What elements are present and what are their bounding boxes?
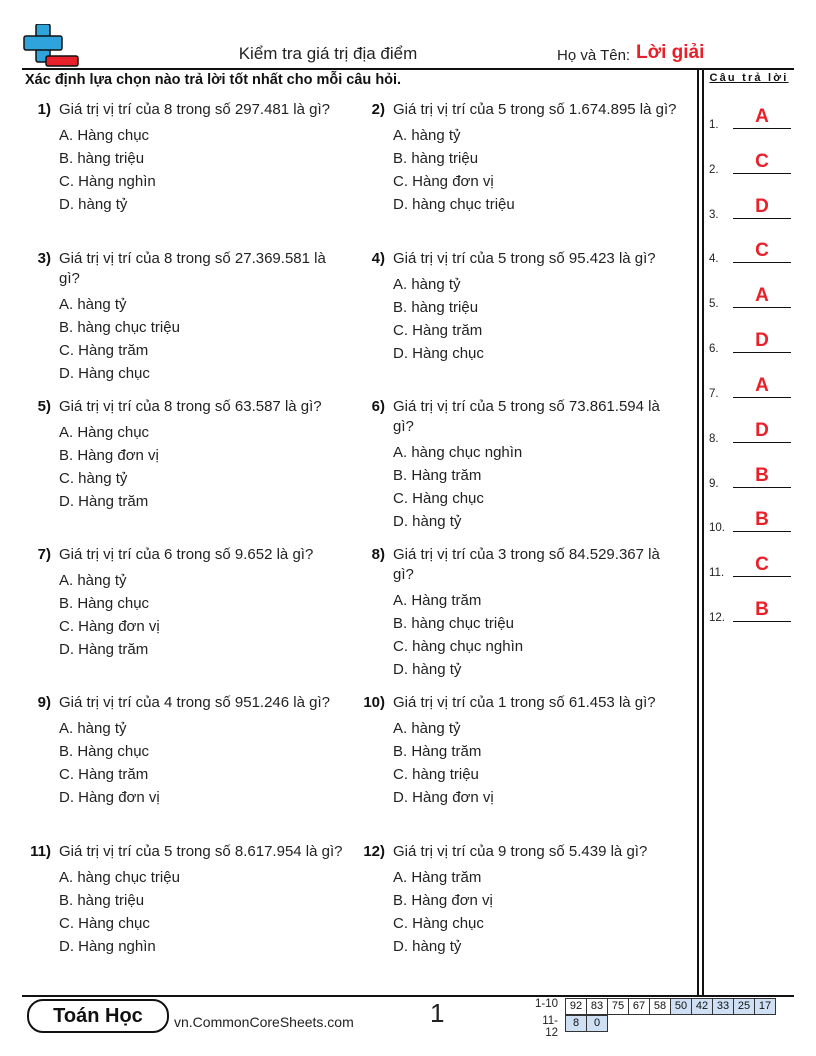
question-8 (371, 545, 683, 680)
question-number: 4) (371, 250, 385, 267)
answer-line (733, 397, 791, 398)
question-text: Giá trị vị trí của 9 trong số 5.439 là gì? (393, 843, 648, 860)
answer-line (733, 307, 791, 308)
score-cell: 33 (712, 998, 734, 1015)
option-c: C. hàng triệu (393, 766, 479, 783)
answer-line (733, 218, 791, 219)
option-b: B. hàng triệu (393, 299, 479, 316)
brand-badge: Toán Học (27, 999, 169, 1033)
option-b: B. hàng triệu (393, 150, 479, 167)
question-1 (37, 100, 379, 215)
score-cell: 58 (649, 998, 671, 1015)
score-cell: 67 (628, 998, 650, 1015)
option-c: C. Hàng nghìn (59, 173, 156, 190)
logo-plus-minus-icon (22, 24, 80, 68)
answer-number: 2. (709, 164, 719, 176)
answer-value: A (755, 375, 769, 396)
option-d: D. Hàng đơn vị (393, 789, 494, 806)
question-number: 12) (363, 843, 385, 860)
answer-line (733, 128, 791, 129)
question-text: Giá trị vị trí của 8 trong số 27.369.581 là gì? (59, 250, 326, 287)
answer-row (709, 466, 793, 490)
worksheet-title: Kiểm tra giá trị địa điểm (238, 44, 418, 63)
option-a: A. hàng tỷ (59, 296, 127, 313)
score-cell: 17 (754, 998, 776, 1015)
score-cell: 0 (586, 1015, 608, 1032)
option-d: D. Hàng đơn vị (59, 789, 160, 806)
option-d: D. Hàng trăm (59, 641, 149, 658)
score-cell: 92 (565, 998, 587, 1015)
question-9 (37, 693, 379, 808)
option-b: B. Hàng trăm (393, 743, 482, 760)
question-text: Giá trị vị trí của 6 trong số 9.652 là gì? (59, 546, 314, 563)
option-b: B. Hàng đơn vị (59, 447, 159, 464)
option-a: A. hàng tỷ (393, 720, 461, 737)
question-text: Giá trị vị trí của 3 trong số 84.529.367 là gì? (393, 546, 660, 583)
question-6 (371, 397, 683, 532)
answer-value: B (755, 509, 769, 530)
question-7 (37, 545, 379, 660)
option-b: B. Hàng đơn vị (393, 892, 493, 909)
question-text: Giá trị vị trí của 4 trong số 951.246 là gì? (59, 694, 330, 711)
option-b: B. hàng triệu (59, 150, 145, 167)
option-a: A. Hàng chục (59, 127, 150, 144)
option-a: A. hàng chục nghìn (393, 444, 523, 461)
score-cell: 50 (670, 998, 692, 1015)
question-number: 5) (37, 398, 51, 415)
answer-number: 8. (709, 433, 719, 445)
score-cell: 8 (565, 1015, 587, 1032)
score-row-label: 11-12 (542, 1015, 558, 1039)
question-number: 2) (371, 101, 385, 118)
answer-line (733, 576, 791, 577)
answer-row (709, 600, 793, 624)
answer-number: 1. (709, 119, 719, 131)
option-a: A. hàng tỷ (59, 572, 127, 589)
answer-value: D (755, 330, 769, 351)
answer-line (733, 352, 791, 353)
bottom-rule (22, 995, 794, 997)
answer-row (709, 152, 793, 176)
score-row-11-12 (566, 1015, 608, 1032)
score-cell: 83 (586, 998, 608, 1015)
top-rule (22, 68, 794, 70)
question-text: Giá trị vị trí của 8 trong số 63.587 là gì? (59, 398, 322, 415)
answer-row (709, 421, 793, 445)
question-number: 8) (371, 546, 385, 563)
answer-value: A (755, 285, 769, 306)
option-c: C. Hàng chục (393, 915, 484, 932)
option-a: A. Hàng trăm (393, 869, 482, 886)
name-label: Họ và Tên: (557, 47, 631, 64)
option-c: C. Hàng đơn vị (393, 173, 494, 190)
answer-row (709, 286, 793, 310)
option-a: A. hàng tỷ (59, 720, 127, 737)
answer-number: 11. (709, 567, 725, 579)
option-c: C. Hàng chục (59, 915, 150, 932)
answer-number: 12. (709, 612, 725, 624)
option-d: D. hàng tỷ (59, 196, 128, 213)
option-c: C. hàng tỷ (59, 470, 128, 487)
option-c: C. Hàng trăm (393, 322, 483, 339)
option-d: D. hàng chục triệu (393, 196, 515, 213)
option-a: A. hàng tỷ (393, 127, 461, 144)
question-5 (37, 397, 379, 512)
answer-number: 6. (709, 343, 719, 355)
answer-row (709, 331, 793, 355)
answer-value: D (755, 420, 769, 441)
answer-line (733, 621, 791, 622)
answer-value: D (755, 196, 769, 217)
answers-title: Câu trả lời (709, 72, 789, 84)
answer-value: C (755, 554, 769, 575)
question-3 (37, 249, 349, 384)
option-d: D. Hàng nghìn (59, 938, 156, 955)
option-c: C. Hàng đơn vị (59, 618, 160, 635)
answer-row (709, 376, 793, 400)
option-b: B. hàng chục triệu (393, 615, 514, 632)
option-b: B. Hàng chục (59, 743, 150, 760)
answer-number: 4. (709, 253, 719, 265)
website-link[interactable]: vn.CommonCoreSheets.com (174, 1014, 354, 1030)
answer-number: 9. (709, 478, 719, 490)
answer-row (709, 510, 793, 534)
answer-value: A (755, 106, 769, 127)
question-number: 9) (37, 694, 51, 711)
option-d: D. Hàng chục (393, 345, 484, 362)
question-text: Giá trị vị trí của 5 trong số 8.617.954 là gì? (59, 843, 343, 860)
question-number: 10) (363, 694, 385, 711)
question-text: Giá trị vị trí của 5 trong số 73.861.594 là gì? (393, 398, 660, 435)
page-number: 1 (430, 998, 445, 1028)
question-number: 3) (37, 250, 51, 267)
option-d: D. hàng tỷ (393, 938, 462, 955)
question-4 (371, 249, 713, 364)
answer-number: 3. (709, 209, 719, 221)
answer-line (733, 487, 791, 488)
option-d: D. hàng tỷ (393, 661, 462, 678)
answer-number: 7. (709, 388, 719, 400)
option-a: A. Hàng chục (59, 424, 150, 441)
answer-value: C (755, 151, 769, 172)
option-a: A. Hàng trăm (393, 592, 482, 609)
score-row-1-10 (566, 998, 776, 1015)
answer-row (709, 197, 793, 221)
score-cell: 25 (733, 998, 755, 1015)
score-row-label: 1-10 (534, 998, 558, 1010)
instructions: Xác định lựa chọn nào trả lời tốt nhất cho mỗi câu hỏi. (25, 72, 402, 88)
name-value: Lời giải (636, 42, 705, 63)
question-text: Giá trị vị trí của 1 trong số 61.453 là gì? (393, 694, 656, 711)
question-10 (363, 693, 713, 808)
option-b: B. hàng triệu (59, 892, 145, 909)
question-number: 7) (37, 546, 51, 563)
option-c: C. Hàng trăm (59, 342, 149, 359)
answer-number: 10. (709, 522, 725, 534)
option-d: D. Hàng trăm (59, 493, 149, 510)
option-c: C. Hàng trăm (59, 766, 149, 783)
option-c: C. Hàng chục (393, 490, 484, 507)
option-d: D. Hàng chục (59, 365, 150, 382)
question-11 (30, 842, 379, 957)
answer-row (709, 555, 793, 579)
answer-line (733, 531, 791, 532)
option-b: B. Hàng chục (59, 595, 150, 612)
question-text: Giá trị vị trí của 5 trong số 1.674.895 là gì? (393, 101, 677, 118)
answer-line (733, 262, 791, 263)
answer-row (709, 241, 793, 265)
question-2 (371, 100, 713, 215)
answer-number: 5. (709, 298, 719, 310)
option-b: B. Hàng trăm (393, 467, 482, 484)
answer-value: C (755, 240, 769, 261)
answer-value: B (755, 599, 769, 620)
question-text: Giá trị vị trí của 8 trong số 297.481 là gì? (59, 101, 330, 118)
question-text: Giá trị vị trí của 5 trong số 95.423 là gì? (393, 250, 656, 267)
question-number: 11) (30, 843, 51, 860)
option-b: B. hàng chục triệu (59, 319, 180, 336)
option-c: C. hàng chục nghìn (393, 638, 524, 655)
answer-line (733, 173, 791, 174)
score-cell: 42 (691, 998, 713, 1015)
answer-row (709, 107, 793, 131)
question-number: 1) (37, 101, 51, 118)
option-a: A. hàng tỷ (393, 276, 461, 293)
answer-line (733, 442, 791, 443)
option-a: A. hàng chục triệu (59, 869, 180, 886)
question-number: 6) (371, 398, 385, 415)
question-12 (363, 842, 713, 957)
score-cell: 75 (607, 998, 629, 1015)
answer-value: B (755, 465, 769, 486)
option-d: D. hàng tỷ (393, 513, 462, 530)
